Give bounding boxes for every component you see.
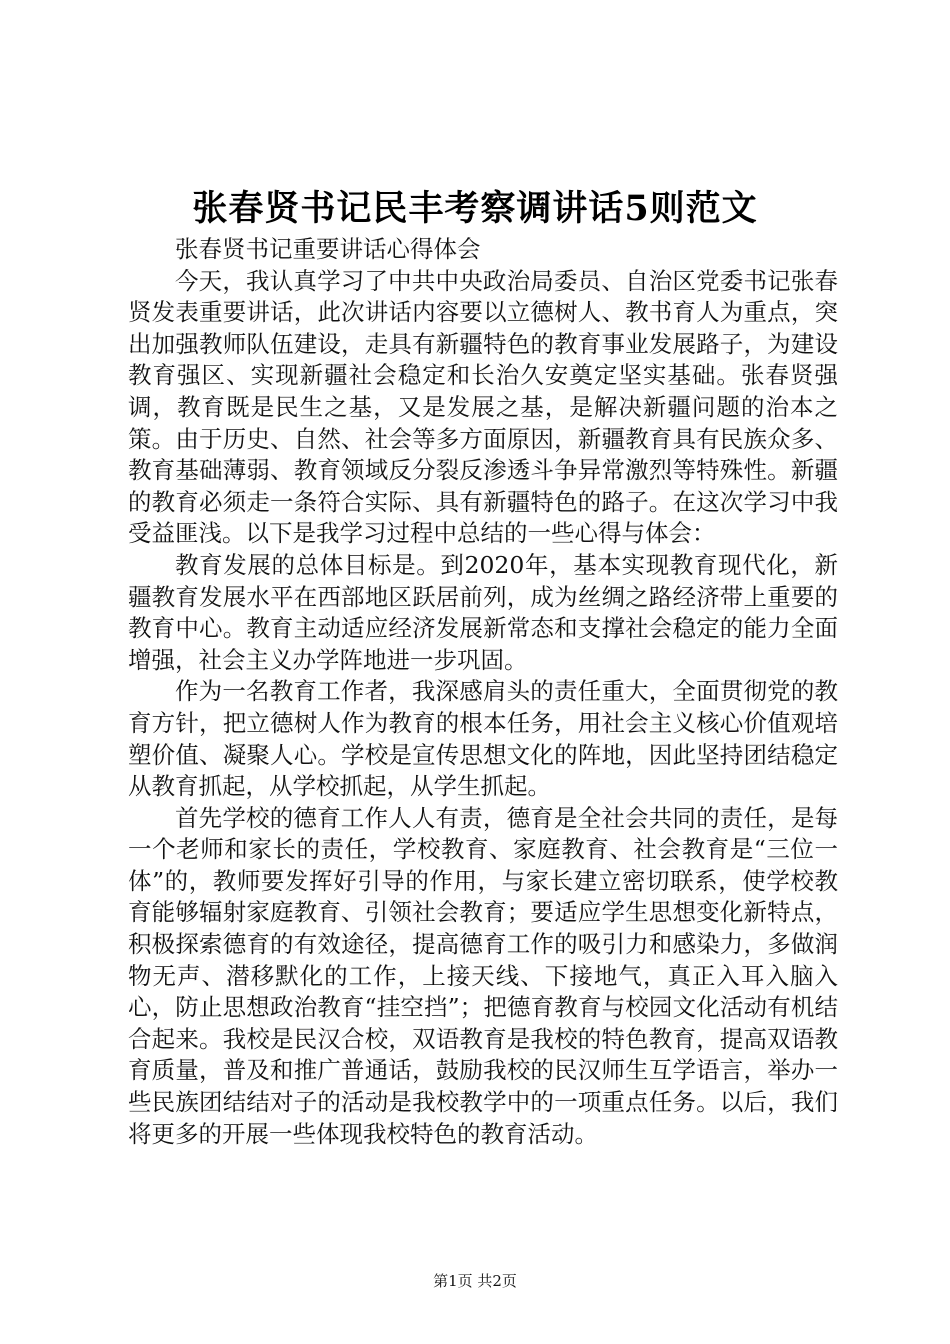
subtitle-paragraph: 张春贤书记重要讲话心得体会: [175, 235, 481, 263]
body-paragraph: 今天，我认真学习了中共中央政治局委员、自治区党委书记张春贤发表重要讲话，此次讲话内容要以立德树人、教书育人为重点，突出加强教师队伍建设，走具有新疆特色的教育事业发展路子，为建设教育强区、实现新疆社会稳定和长治久安奠定坚实基础。张春贤强调，教育既是民生之基，又是发展之基，是解决新疆问题的治本之策。由于历史、自然、社会等多方面原因，新疆教育具有民族众多、教育基础薄弱、教育领域反分裂反渗透斗争异常激烈等特殊性。新疆的教育必须走一条符合实际、具有新疆特色的路子。在这次学习中我受益匪浅。以下是我学习过程中总结的一些心得与体会：: [128, 266, 838, 548]
body-paragraph: 作为一名教育工作者，我深感肩头的责任重大，全面贯彻党的教育方针，把立德树人作为教育的根本任务，用社会主义核心价值观培塑价值、凝聚人心。学校是宣传思想文化的阵地，因此坚持团结稳定从教育抓起，从学校抓起，从学生抓起。: [128, 677, 838, 801]
body-paragraph: 教育发展的总体目标是。到2020年，基本实现教育现代化，新疆教育发展水平在西部地区跃居前列，成为丝绸之路经济带上重要的教育中心。教育主动适应经济发展新常态和支撑社会稳定的能力全面增强，社会主义办学阵地进一步巩固。: [128, 550, 838, 674]
document-title: 张春贤书记民丰考察调讲话5则范文: [192, 188, 758, 229]
page-number-footer: 第1页 共2页: [433, 1272, 517, 1290]
document-body: [128, 234, 838, 1150]
body-paragraph: 首先学校的德育工作人人有责，德育是全社会共同的责任，是每一个老师和家长的责任，学校教育、家庭教育、社会教育是“三位一体”的，教师要发挥好引导的作用，与家长建立密切联系，使学校教育能够辐射家庭教育、引领社会教育；要适应学生思想变化新特点，积极探索德育的有效途径，提高德育工作的吸引力和感染力，多做润物无声、潜移默化的工作，上接天线、下接地气，真正入耳入脑入心，防止思想政治教育“挂空挡”；把德育教育与校园文化活动有机结合起来。我校是民汉合校，双语教育是我校的特色教育，提高双语教育质量，普及和推广普通话，鼓励我校的民汉师生互学语言，举办一些民族团结结对子的活动是我校教学中的一项重点任务。以后，我们将更多的开展一些体现我校特色的教育活动。: [128, 803, 838, 1148]
